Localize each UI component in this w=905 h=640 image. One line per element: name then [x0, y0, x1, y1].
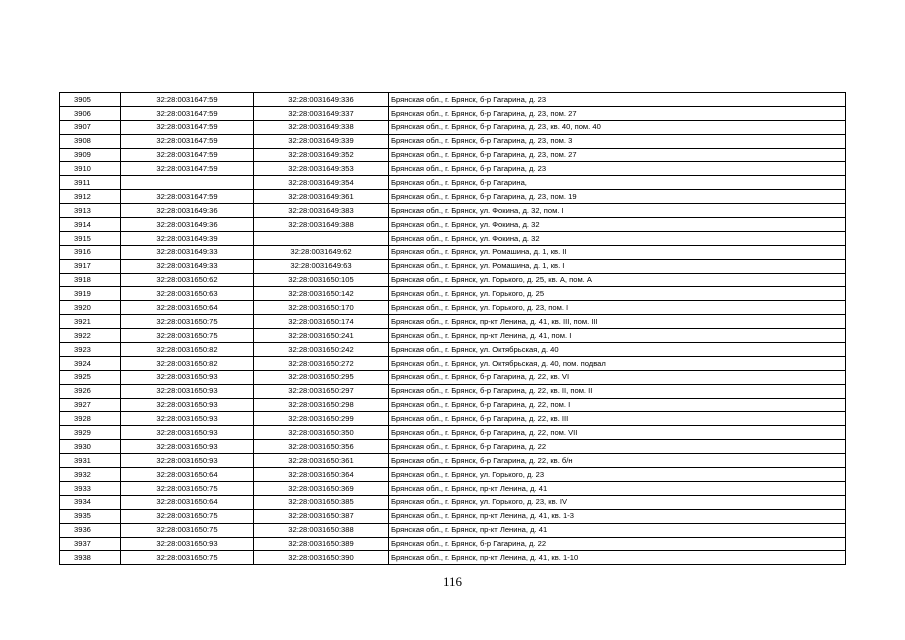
- cadastral-object-cell: 32:28:0031649:388: [254, 218, 389, 232]
- row-number-cell: 3926: [60, 384, 121, 398]
- table-row: [60, 454, 846, 468]
- table-row: [60, 231, 846, 245]
- row-number-cell: 3937: [60, 537, 121, 551]
- cadastral-parcel-cell: 32:28:0031650:75: [121, 315, 254, 329]
- address-cell: Брянская обл., г. Брянск, б-р Гагарина, д. 22: [389, 440, 846, 454]
- cadastral-parcel-cell: 32:28:0031647:59: [121, 120, 254, 134]
- table-row: [60, 384, 846, 398]
- cadastral-parcel-cell: 32:28:0031650:75: [121, 509, 254, 523]
- cadastral-parcel-cell: 32:28:0031650:64: [121, 468, 254, 482]
- row-number-cell: 3928: [60, 412, 121, 426]
- address-cell: Брянская обл., г. Брянск, б-р Гагарина, д. 23, пом. 27: [389, 148, 846, 162]
- cadastral-parcel-cell: 32:28:0031650:75: [121, 523, 254, 537]
- cadastral-parcel-cell: 32:28:0031650:93: [121, 454, 254, 468]
- row-number-cell: 3911: [60, 176, 121, 190]
- table-row: [60, 120, 846, 134]
- table-row: [60, 162, 846, 176]
- address-cell: Брянская обл., г. Брянск, б-р Гагарина, д. 22, кв. VI: [389, 370, 846, 384]
- cadastral-parcel-cell: 32:28:0031650:93: [121, 412, 254, 426]
- table-row: [60, 523, 846, 537]
- cadastral-object-cell: 32:28:0031650:105: [254, 273, 389, 287]
- cadastral-parcel-cell: [121, 176, 254, 190]
- table-row: [60, 481, 846, 495]
- address-cell: Брянская обл., г. Брянск, ул. Октябрьская, д. 40, пом. подвал: [389, 356, 846, 370]
- address-cell: Брянская обл., г. Брянск, ул. Фокина, д. 32: [389, 218, 846, 232]
- cadastral-parcel-cell: 32:28:0031650:93: [121, 440, 254, 454]
- row-number-cell: 3932: [60, 468, 121, 482]
- address-cell: Брянская обл., г. Брянск, пр-кт Ленина, д. 41, кв. 1-3: [389, 509, 846, 523]
- table-row: [60, 245, 846, 259]
- table-row: [60, 204, 846, 218]
- address-cell: Брянская обл., г. Брянск, б-р Гагарина, д. 22, кв. II, пом. II: [389, 384, 846, 398]
- address-cell: Брянская обл., г. Брянск, пр-кт Ленина, д. 41, кв. III, пом. III: [389, 315, 846, 329]
- row-number-cell: 3936: [60, 523, 121, 537]
- row-number-cell: 3922: [60, 329, 121, 343]
- cadastral-parcel-cell: 32:28:0031650:82: [121, 343, 254, 357]
- address-cell: Брянская обл., г. Брянск, пр-кт Ленина, д. 41: [389, 523, 846, 537]
- table-row: [60, 301, 846, 315]
- row-number-cell: 3909: [60, 148, 121, 162]
- cadastral-object-cell: 32:28:0031650:364: [254, 468, 389, 482]
- address-cell: Брянская обл., г. Брянск, б-р Гагарина, д. 23: [389, 162, 846, 176]
- address-cell: Брянская обл., г. Брянск, ул. Горького, д. 23: [389, 468, 846, 482]
- cadastral-object-cell: 32:28:0031649:336: [254, 93, 389, 107]
- row-number-cell: 3930: [60, 440, 121, 454]
- address-cell: Брянская обл., г. Брянск, ул. Фокина, д. 32: [389, 231, 846, 245]
- row-number-cell: 3916: [60, 245, 121, 259]
- cadastral-parcel-cell: 32:28:0031649:36: [121, 218, 254, 232]
- row-number-cell: 3935: [60, 509, 121, 523]
- address-cell: Брянская обл., г. Брянск, б-р Гагарина, д. 23, пом. 19: [389, 190, 846, 204]
- address-cell: Брянская обл., г. Брянск, ул. Горького, д. 25, кв. А, пом. А: [389, 273, 846, 287]
- table-row: [60, 468, 846, 482]
- address-cell: Брянская обл., г. Брянск, пр-кт Ленина, д. 41, пом. I: [389, 329, 846, 343]
- cadastral-object-cell: 32:28:0031649:62: [254, 245, 389, 259]
- cadastral-object-cell: 32:28:0031650:389: [254, 537, 389, 551]
- table-row: [60, 426, 846, 440]
- cadastral-object-cell: 32:28:0031650:387: [254, 509, 389, 523]
- cadastral-object-cell: 32:28:0031649:383: [254, 204, 389, 218]
- row-number-cell: 3905: [60, 93, 121, 107]
- address-cell: Брянская обл., г. Брянск, пр-кт Ленина, д. 41, кв. 1-10: [389, 551, 846, 565]
- address-cell: Брянская обл., г. Брянск, ул. Горького, д. 23, кв. IV: [389, 495, 846, 509]
- cadastral-object-cell: 32:28:0031649:338: [254, 120, 389, 134]
- table-row: [60, 190, 846, 204]
- row-number-cell: 3938: [60, 551, 121, 565]
- cadastral-parcel-cell: 32:28:0031649:36: [121, 204, 254, 218]
- address-cell: Брянская обл., г. Брянск, ул. Октябрьская, д. 40: [389, 343, 846, 357]
- cadastral-parcel-cell: 32:28:0031650:75: [121, 551, 254, 565]
- cadastral-parcel-cell: 32:28:0031650:93: [121, 370, 254, 384]
- table-row: [60, 440, 846, 454]
- address-cell: Брянская обл., г. Брянск, б-р Гагарина, д. 22, пом. VII: [389, 426, 846, 440]
- table-row: [60, 343, 846, 357]
- registry-table: [59, 92, 846, 565]
- cadastral-parcel-cell: 32:28:0031649:39: [121, 231, 254, 245]
- table-row: [60, 509, 846, 523]
- table-row: [60, 134, 846, 148]
- row-number-cell: 3924: [60, 356, 121, 370]
- address-cell: Брянская обл., г. Брянск, ул. Горького, д. 25: [389, 287, 846, 301]
- cadastral-parcel-cell: 32:28:0031650:75: [121, 329, 254, 343]
- cadastral-object-cell: 32:28:0031650:385: [254, 495, 389, 509]
- cadastral-parcel-cell: 32:28:0031649:33: [121, 245, 254, 259]
- row-number-cell: 3917: [60, 259, 121, 273]
- cadastral-parcel-cell: 32:28:0031647:59: [121, 106, 254, 120]
- cadastral-object-cell: 32:28:0031649:352: [254, 148, 389, 162]
- table-row: [60, 93, 846, 107]
- cadastral-object-cell: 32:28:0031650:295: [254, 370, 389, 384]
- row-number-cell: 3919: [60, 287, 121, 301]
- table-row: [60, 148, 846, 162]
- row-number-cell: 3929: [60, 426, 121, 440]
- table-row: [60, 370, 846, 384]
- cadastral-parcel-cell: 32:28:0031650:82: [121, 356, 254, 370]
- address-cell: Брянская обл., г. Брянск, б-р Гагарина, д. 22, пом. I: [389, 398, 846, 412]
- cadastral-object-cell: 32:28:0031650:299: [254, 412, 389, 426]
- cadastral-parcel-cell: 32:28:0031650:62: [121, 273, 254, 287]
- cadastral-parcel-cell: 32:28:0031650:64: [121, 495, 254, 509]
- address-cell: Брянская обл., г. Брянск, б-р Гагарина, д. 23, пом. 3: [389, 134, 846, 148]
- table-row: [60, 273, 846, 287]
- cadastral-object-cell: 32:28:0031650:356: [254, 440, 389, 454]
- table-row: [60, 412, 846, 426]
- row-number-cell: 3907: [60, 120, 121, 134]
- cadastral-parcel-cell: 32:28:0031650:93: [121, 537, 254, 551]
- registry-table-body: [60, 93, 846, 565]
- row-number-cell: 3934: [60, 495, 121, 509]
- table-row: [60, 356, 846, 370]
- cadastral-object-cell: 32:28:0031650:390: [254, 551, 389, 565]
- row-number-cell: 3933: [60, 481, 121, 495]
- table-row: [60, 495, 846, 509]
- row-number-cell: 3931: [60, 454, 121, 468]
- cadastral-object-cell: 32:28:0031650:242: [254, 343, 389, 357]
- address-cell: Брянская обл., г. Брянск, б-р Гагарина, д. 22, кв. III: [389, 412, 846, 426]
- table-row: [60, 176, 846, 190]
- table-row: [60, 259, 846, 273]
- address-cell: Брянская обл., г. Брянск, б-р Гагарина, д. 23: [389, 93, 846, 107]
- row-number-cell: 3912: [60, 190, 121, 204]
- cadastral-object-cell: 32:28:0031650:369: [254, 481, 389, 495]
- address-cell: Брянская обл., г. Брянск, б-р Гагарина, д. 22, кв. б/н: [389, 454, 846, 468]
- cadastral-object-cell: 32:28:0031649:63: [254, 259, 389, 273]
- cadastral-object-cell: 32:28:0031650:272: [254, 356, 389, 370]
- cadastral-parcel-cell: 32:28:0031649:33: [121, 259, 254, 273]
- address-cell: Брянская обл., г. Брянск, б-р Гагарина,: [389, 176, 846, 190]
- address-cell: Брянская обл., г. Брянск, б-р Гагарина, д. 23, пом. 27: [389, 106, 846, 120]
- table-row: [60, 218, 846, 232]
- cadastral-object-cell: 32:28:0031650:142: [254, 287, 389, 301]
- cadastral-object-cell: 32:28:0031649:361: [254, 190, 389, 204]
- cadastral-parcel-cell: 32:28:0031650:64: [121, 301, 254, 315]
- cadastral-object-cell: 32:28:0031650:361: [254, 454, 389, 468]
- row-number-cell: 3906: [60, 106, 121, 120]
- row-number-cell: 3914: [60, 218, 121, 232]
- row-number-cell: 3925: [60, 370, 121, 384]
- cadastral-object-cell: [254, 231, 389, 245]
- row-number-cell: 3920: [60, 301, 121, 315]
- address-cell: Брянская обл., г. Брянск, пр-кт Ленина, д. 41: [389, 481, 846, 495]
- table-row: [60, 537, 846, 551]
- cadastral-object-cell: 32:28:0031650:241: [254, 329, 389, 343]
- table-row: [60, 398, 846, 412]
- address-cell: Брянская обл., г. Брянск, б-р Гагарина, д. 23, кв. 40, пом. 40: [389, 120, 846, 134]
- row-number-cell: 3915: [60, 231, 121, 245]
- cadastral-parcel-cell: 32:28:0031647:59: [121, 190, 254, 204]
- row-number-cell: 3927: [60, 398, 121, 412]
- cadastral-parcel-cell: 32:28:0031650:93: [121, 426, 254, 440]
- address-cell: Брянская обл., г. Брянск, ул. Горького, д. 23, пом. I: [389, 301, 846, 315]
- address-cell: Брянская обл., г. Брянск, ул. Фокина, д. 32, пом. I: [389, 204, 846, 218]
- cadastral-object-cell: 32:28:0031649:353: [254, 162, 389, 176]
- table-row: [60, 329, 846, 343]
- cadastral-parcel-cell: 32:28:0031647:59: [121, 93, 254, 107]
- row-number-cell: 3921: [60, 315, 121, 329]
- address-cell: Брянская обл., г. Брянск, ул. Ромашина, д. 1, кв. I: [389, 259, 846, 273]
- cadastral-object-cell: 32:28:0031650:174: [254, 315, 389, 329]
- cadastral-parcel-cell: 32:28:0031650:75: [121, 481, 254, 495]
- address-cell: Брянская обл., г. Брянск, ул. Ромашина, д. 1, кв. II: [389, 245, 846, 259]
- cadastral-parcel-cell: 32:28:0031650:93: [121, 398, 254, 412]
- cadastral-parcel-cell: 32:28:0031647:59: [121, 134, 254, 148]
- table-row: [60, 551, 846, 565]
- page-number: 116: [442, 574, 463, 589]
- table-row: [60, 287, 846, 301]
- cadastral-object-cell: 32:28:0031649:337: [254, 106, 389, 120]
- cadastral-parcel-cell: 32:28:0031647:59: [121, 162, 254, 176]
- cadastral-object-cell: 32:28:0031650:388: [254, 523, 389, 537]
- table-row: [60, 315, 846, 329]
- cadastral-parcel-cell: 32:28:0031650:93: [121, 384, 254, 398]
- cadastral-object-cell: 32:28:0031650:297: [254, 384, 389, 398]
- cadastral-object-cell: 32:28:0031649:354: [254, 176, 389, 190]
- table-row: [60, 106, 846, 120]
- row-number-cell: 3923: [60, 343, 121, 357]
- row-number-cell: 3908: [60, 134, 121, 148]
- row-number-cell: 3918: [60, 273, 121, 287]
- row-number-cell: 3910: [60, 162, 121, 176]
- cadastral-object-cell: 32:28:0031650:298: [254, 398, 389, 412]
- cadastral-parcel-cell: 32:28:0031647:59: [121, 148, 254, 162]
- cadastral-parcel-cell: 32:28:0031650:63: [121, 287, 254, 301]
- cadastral-object-cell: 32:28:0031650:170: [254, 301, 389, 315]
- row-number-cell: 3913: [60, 204, 121, 218]
- address-cell: Брянская обл., г. Брянск, б-р Гагарина, д. 22: [389, 537, 846, 551]
- cadastral-object-cell: 32:28:0031650:350: [254, 426, 389, 440]
- cadastral-object-cell: 32:28:0031649:339: [254, 134, 389, 148]
